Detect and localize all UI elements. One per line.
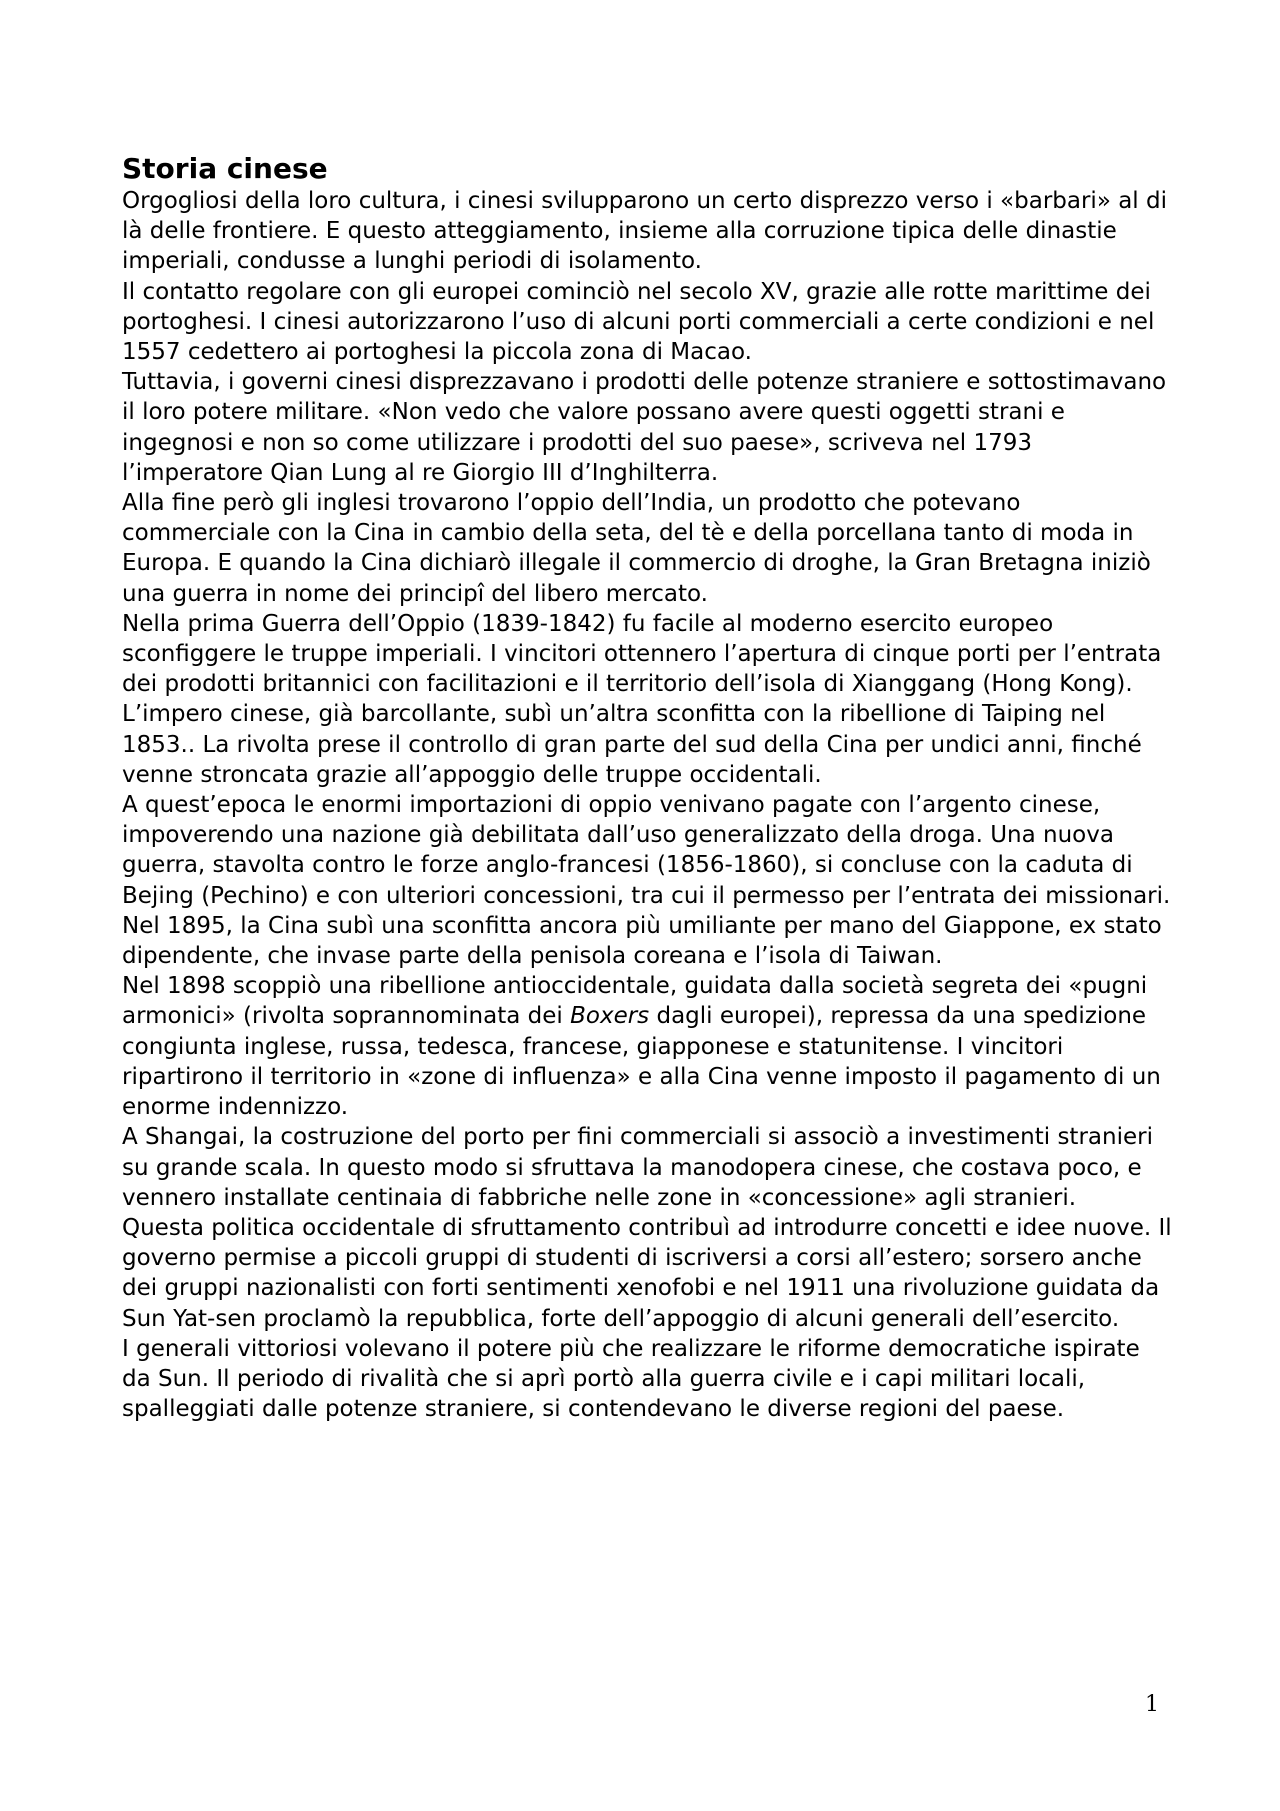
paragraph-12: I generali vittoriosi volevano il potere più che realizzare le riforme democratiche ispirate da Sun. Il periodo di rivalità che si aprì portò alla guerra civile e i capi militari locali, spalleggiati dalle potenze straniere, si contendevano le diverse regioni del paese. [122,1335,1140,1423]
paragraph-4: Alla fine però gli inglesi trovarono l’oppio dell’India, un prodotto che potevano commerciale con la Cina in cambio della seta, del tè e della porcellana tanto di moda in Europa. E quando la Cina dichiarò illegale il commercio di droghe, la Gran Bretagna iniziò una guerra in nome dei principî del libero mercato. [122,490,1151,607]
paragraph-5: Nella prima Guerra dell’Oppio (1839-1842) fu facile al moderno esercito europeo sconfiggere le truppe imperiali. I vincitori ottennero l’apertura di cinque porti per l’entrata dei prodotti britannici con facilitazioni e il territorio dell’isola di Xianggang (Hong Kong). [122,610,1162,698]
paragraph-7: A quest’epoca le enormi importazioni di oppio venivano pagate con l’argento cinese, impoverendo una nazione già debilitata dall’uso generalizzato della droga. Una nuova guerra, stavolta contro le forze anglo-francesi (1856-1860), si concluse con la caduta di Bejing (Pechino) e con ulteriori concessioni, tra cui il permesso per l’entrata dei missionari. [122,792,1171,909]
paragraph-6: L’impero cinese, già barcollante, subì un’altra sconfitta con la ribellione di Taiping nel 1853.. La rivolta prese il controllo di gran parte del sud della Cina per undici anni, finché venne stroncata grazie all’appoggio delle truppe occidentali. [122,701,1142,788]
paragraph-9-text-start: Nel 1898 scoppiò una ribellione antioccidentale, guidata dalla società segreta dei «pugni armonici» (rivolta soprannominata dei [122,973,1148,1030]
paragraph-2: Il contatto regolare con gli europei cominciò nel secolo XV, grazie alle rotte marittime dei portoghesi. I cinesi autorizzarono l’uso di alcuni porti commerciali a certe condizioni e nel 1557 cedettero ai portoghesi la piccola zona di Macao. [122,278,1155,366]
paragraph-9-italic-term: Boxers [570,1003,650,1030]
paragraph-8: Nel 1895, la Cina subì una sconfitta ancora più umiliante per mano del Giappone, ex stato dipendente, che invase parte della penisola coreana e l’isola di Taiwan. [122,912,1162,970]
paragraph-11: Questa politica occidentale di sfruttamento contribuì ad introdurre concetti e idee nuove. Il governo permise a piccoli gruppi di studenti di iscriversi a corsi all’estero; sorsero anche dei gruppi nazionalisti con forti sentimenti xenofobi e nel 1911 una rivoluzione guidata da Sun Yat-sen proclamò la repubblica, forte dell’appoggio di alcuni generali dell’esercito. [122,1214,1172,1332]
paragraph-9 [122,971,1172,1122]
document-body [122,152,1172,1424]
paragraph-9-text-end: dagli europei), repressa da una spedizione congiunta inglese, russa, tedesca, francese, giapponese e statunitense. I vincitori ripartirono il territorio in «zone di influenza» e alla Cina venne imposto il pagamento di un enorme indennizzo. [122,1003,1161,1121]
paragraph-1: Orgogliosi della loro cultura, i cinesi svilupparono un certo disprezzo verso i «barbari» al di là delle frontiere. E questo atteggiamento, insieme alla corruzione tipica delle dinastie imperiali, condusse a lunghi periodi di isolamento. [122,188,1167,275]
paragraph-3: Tuttavia, i governi cinesi disprezzavano i prodotti delle potenze straniere e sottostimavano il loro potere militare. «Non vedo che valore possano avere questi oggetti strani e ingegnosi e non so come utilizzare i prodotti del suo paese», scriveva nel 1793 l’imperatore Qian Lung al re Giorgio III d’Inghilterra. [122,369,1167,486]
paragraph-10: A Shangai, la costruzione del porto per fini commerciali si associò a investimenti stranieri su grande scala. In questo modo si sfruttava la manodopera cinese, che costava poco, e vennero installate centinaia di fabbriche nelle zone in «concessione» agli stranieri. [122,1124,1153,1211]
document-title: Storia cinese [122,152,328,185]
page-number: 1 [1145,1692,1159,1717]
